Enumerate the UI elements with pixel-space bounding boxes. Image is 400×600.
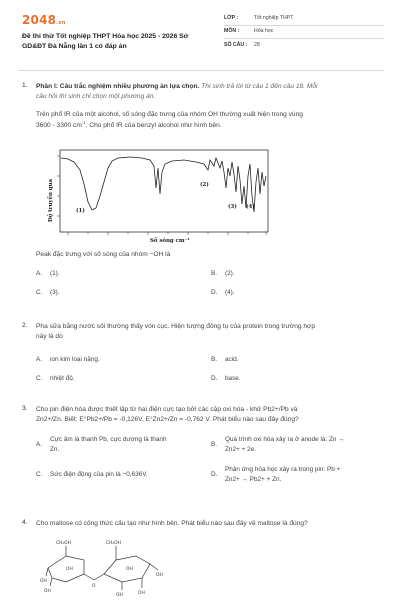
option-letter: A. [36, 270, 43, 278]
question-stem [36, 322, 384, 342]
stem-line-b: này là do [36, 333, 63, 341]
option-b[interactable] [211, 270, 381, 279]
atom-label: CH₂OH [56, 541, 71, 546]
atom-label: OH [156, 573, 163, 578]
question-3 [18, 405, 386, 485]
question-4 [18, 519, 386, 529]
option-b[interactable] [211, 356, 381, 365]
question-stem [36, 405, 384, 425]
option-d[interactable] [211, 289, 381, 298]
ir-spectrum-figure [38, 146, 278, 246]
ir-spectrum-svg [38, 146, 278, 246]
header-divider [18, 70, 384, 71]
option-text: acid. [225, 356, 239, 364]
atom-label: OH [66, 567, 73, 572]
site-logo[interactable]: 2048.vn [22, 13, 66, 27]
peak-label-4: (4) [246, 204, 255, 210]
meta-label: LỚP : [224, 14, 239, 21]
answer-options [36, 356, 384, 383]
option-c[interactable] [36, 375, 211, 384]
maltose-atom-labels [40, 540, 163, 598]
option-a[interactable] [36, 435, 211, 455]
question-stem: Cho maltose có công thức cấu tạo như hình bên. Phát biểu nào sau đây về maltose là đúng? [36, 520, 308, 527]
option-text [225, 465, 340, 485]
question-stem [36, 110, 384, 130]
question-2 [18, 322, 386, 384]
option-text: Sức điện động của pin là −0,636V. [50, 471, 148, 479]
peak-label-3: (3) [228, 204, 237, 210]
question-1 [18, 82, 386, 131]
document-title-line2: GD&ĐT Đà Nẵng lần 1 có đáp án [22, 42, 127, 50]
option-letter: B. [211, 356, 218, 364]
option-a[interactable] [36, 270, 211, 279]
option-letter: A. [36, 356, 43, 364]
stem-line-b: Zn2+/Zn. Biết: E°Pb2+/Pb = -0,126V, E°Zn2+/Zn = -0,762 V. Phát biểu nào sau đây đúng? [36, 416, 299, 424]
meta-label: MÔN : [224, 28, 240, 35]
option-text: (3). [50, 288, 60, 296]
document-title [22, 32, 232, 52]
part-instructions [36, 82, 384, 102]
option-text: nhiệt độ. [50, 375, 75, 383]
option-b[interactable] [211, 435, 381, 455]
maltose-structure-svg [38, 534, 168, 598]
option-text: base. [225, 375, 241, 383]
option-text [225, 435, 345, 455]
site-logo-tld: .vn [56, 20, 66, 26]
stem-line-a: Trên phổ IR của một alcohol, số sóng đặc trưng của nhóm OH thường xuất hiện trong vùng [36, 111, 303, 119]
option-text: (2). [225, 270, 235, 278]
part-instructions-a: Thí sinh trả lời từ câu 1 đến câu 18. Mỗi [199, 83, 318, 90]
option-text-line2: Zn. [50, 446, 60, 454]
option-letter: D. [211, 375, 218, 383]
atom-label: OH [138, 591, 145, 596]
option-text-line1: Quá trình oxi hóa xảy ra ở anode là: Zn → [225, 436, 345, 444]
option-a[interactable] [36, 356, 211, 365]
option-text: (1). [50, 270, 60, 278]
question-number: 3. [22, 405, 28, 412]
option-letter: A. [36, 441, 43, 449]
option-letter: B. [211, 270, 218, 278]
tick-marks [57, 156, 266, 235]
answer-options [36, 270, 384, 297]
option-d[interactable] [211, 375, 381, 384]
meta-value: 28 [254, 42, 260, 49]
option-letter: C. [36, 470, 43, 478]
atom-label: OH [40, 579, 47, 584]
meta-value: Tốt nghiệp THPT [254, 14, 294, 21]
option-letter: C. [36, 375, 43, 383]
option-letter: C. [36, 288, 43, 296]
option-letter: B. [211, 441, 218, 449]
question-prompt: Peak đặc trưng với số sóng của nhóm −OH là [36, 251, 171, 258]
peak-label-1: (1) [76, 208, 85, 214]
meta-row-class [224, 12, 384, 26]
meta-row-count [224, 39, 384, 53]
question-1-options-block [18, 250, 386, 298]
stem-line-b-tail: . Cho phổ IR của benzyl alcohol như hình bên. [85, 121, 222, 129]
option-text-line1: Phản ứng hóa học xảy ra trong pin: Pb + [225, 466, 341, 474]
part-instructions-b: câu hỏi thí sinh chỉ chọn một phương án. [36, 93, 156, 101]
atom-label: O [92, 584, 96, 589]
option-c[interactable] [36, 465, 211, 485]
stem-line-a: Pha sữa bằng nước sôi thường thấy vón cục. Hiện tượng đông tụ của protein trong trường hợp [36, 323, 316, 330]
question-number: 2. [22, 322, 28, 329]
y-axis-label: Độ truyền qua [48, 179, 54, 222]
option-letter: D. [211, 470, 218, 478]
x-axis-label: Số sóng cm⁻¹ [150, 238, 190, 244]
plot-frame [60, 150, 268, 232]
option-text: ion kim loại nặng. [50, 356, 100, 364]
option-text [50, 435, 167, 455]
stem-line-a: Cho pin điện hóa được thiết lập từ hai điện cực tạo bởi các cặp oxi hóa - khử Pb2+/Pb và [36, 406, 298, 413]
question-number: 4. [22, 519, 28, 526]
document-title-line1: Đề thi thử Tốt nghiệp THPT Hóa học 2025 - 2026 Sở [22, 33, 189, 40]
option-text-line1: Cực âm là thanh Pb, cực dương là thanh [50, 436, 167, 444]
meta-value: Hóa học [254, 28, 274, 35]
exam-meta-table [224, 12, 384, 53]
stem-unit-sup: -1 [81, 119, 86, 125]
atom-label: CH₂OH [106, 541, 121, 546]
meta-label: SỐ CÂU : [224, 42, 248, 49]
atom-label: OH [126, 567, 133, 572]
answer-options [36, 435, 384, 485]
option-text: (4). [225, 288, 235, 296]
meta-row-subject [224, 26, 384, 40]
maltose-structure [38, 534, 168, 598]
option-text-line2: Zn2+ + 2e. [225, 446, 256, 454]
maltose-bonds [46, 546, 158, 590]
option-c[interactable] [36, 289, 211, 298]
option-letter: D. [211, 288, 218, 296]
page-header [0, 0, 400, 70]
peak-label-2: (2) [200, 182, 209, 188]
atom-label: OH [116, 593, 123, 598]
stem-line-b: 3600 - 3300 cm [36, 121, 82, 129]
part-heading: Phần I: Câu trắc nghiệm nhiều phương án lựa chọn. [36, 83, 200, 90]
option-text-line2: Zn2+ → Pb2+ + Zn. [225, 476, 282, 484]
atom-label: OH [44, 589, 51, 594]
question-number: 1. [22, 82, 28, 89]
option-d[interactable] [211, 465, 381, 485]
